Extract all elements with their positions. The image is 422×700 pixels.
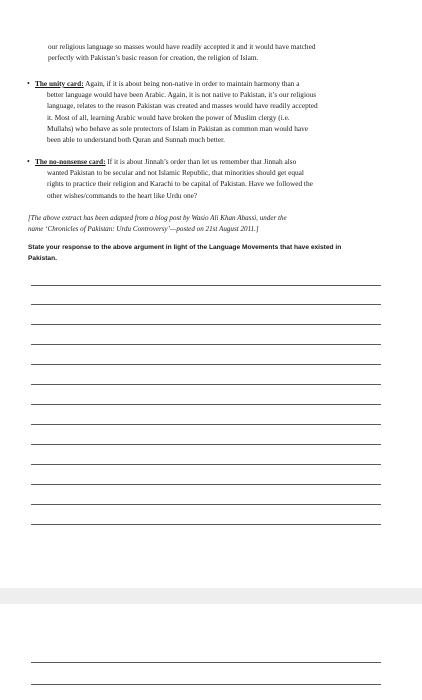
bullet-label: The unity card: (35, 79, 84, 88)
bullet-line: other wishes/commands to the heart like Urdu one? (47, 190, 198, 200)
bullet-line: it. Most of all, learning Arabic would have broken the power of Muslim clergy (i.e. (47, 112, 290, 122)
answer-line[interactable] (31, 344, 381, 345)
bullet-line: wanted Pakistan to be secular and not Islamic Republic, that minorities should get equal (47, 168, 304, 178)
answer-line[interactable] (31, 364, 381, 365)
bullet-marker: • (27, 79, 30, 88)
answer-line[interactable] (31, 504, 381, 505)
bullet-body (35, 78, 383, 145)
answer-line[interactable] (31, 464, 381, 465)
intro-line-2: perfectly with Pakistan’s basic reason for creation, the religion of Islam. (48, 53, 259, 63)
answer-line[interactable] (31, 684, 381, 685)
answer-line[interactable] (31, 444, 381, 445)
answer-line[interactable] (31, 404, 381, 405)
document-page-2 (0, 604, 422, 700)
intro-paragraph (48, 41, 380, 63)
answer-line[interactable] (31, 484, 381, 485)
prompt-line-1: State your response to the above argument in light of the Language Movements that have existed in (28, 244, 342, 251)
bullet-first-line: Again, if it is about being non-native in order to maintain harmony than a (83, 79, 300, 88)
bullet-first-line: If it is about Jinnah’s order than let us remember that Jinnah also (105, 157, 297, 166)
citation-line-2: name ‘Chronicles of Pakistan: Urdu Controversy’—posted on 21st August 2011.] (28, 225, 259, 234)
intro-line-1: our religious language so masses would have readily accepted it and it would have matched (48, 42, 316, 51)
bullet-label: The no-nonsense card: (35, 157, 106, 166)
page-separator (0, 588, 422, 604)
answer-line[interactable] (31, 324, 381, 325)
answer-line[interactable] (31, 304, 381, 305)
bullet-marker: • (27, 157, 30, 166)
bullet-line: language, relates to the reason Pakistan was created and masses would have readily accepted (47, 101, 318, 111)
answer-line[interactable] (31, 384, 381, 385)
answer-line[interactable] (31, 524, 381, 525)
bullet-line: better language would have been Arabic. Again, it is not native to Pakistan, it’s our religious (47, 90, 317, 100)
citation-line-1: [The above extract has been adapted from a blog post by Wasio Ali Khan Abassi, under the (28, 214, 287, 222)
prompt-line-2: Pakistan. (28, 254, 57, 262)
bullet-line: rights to practice their religion and Karachi to be capital of Pakistan. Have we followed the (47, 179, 313, 189)
source-citation (28, 213, 380, 235)
question-prompt (28, 243, 383, 265)
bullet-line: Mullahs) who behave as sole protectors of Islam in Pakistan as common man would have (47, 123, 309, 133)
answer-line[interactable] (31, 424, 381, 425)
bullet-body (35, 156, 383, 201)
answer-line[interactable] (31, 285, 381, 286)
bullet-line: been able to understand both Quran and Sunnah much better. (47, 135, 225, 145)
answer-line[interactable] (31, 662, 381, 663)
